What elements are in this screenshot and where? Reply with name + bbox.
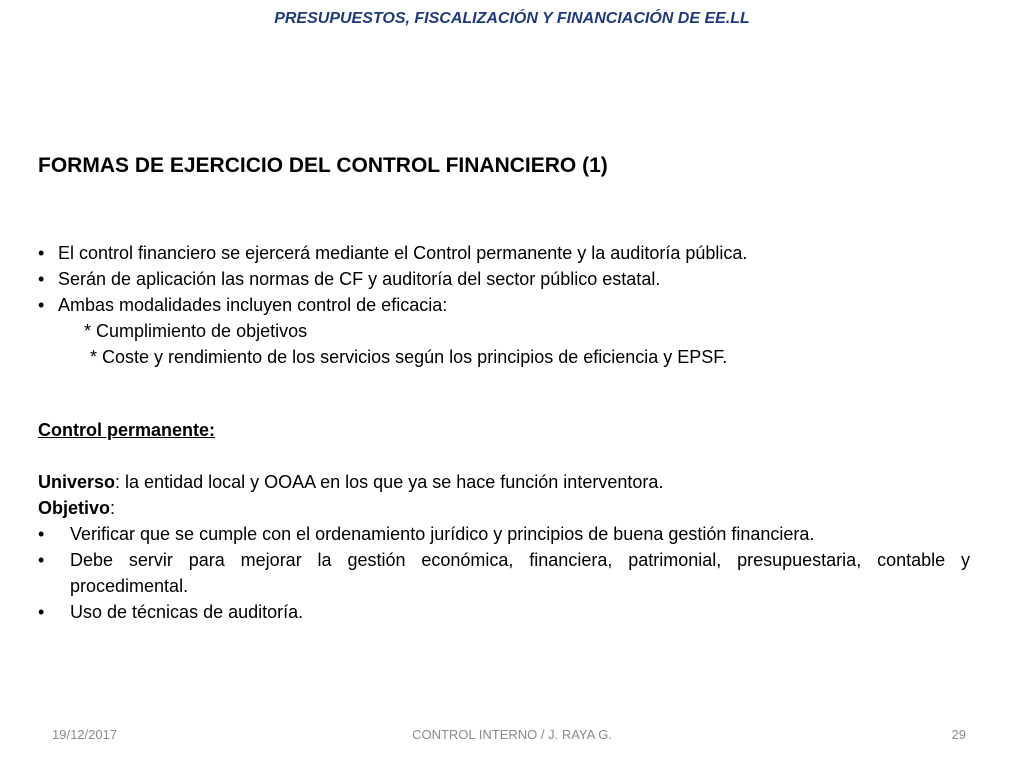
control-permanente-section — [38, 417, 970, 625]
objetivo-item-text: Verificar que se cumple con el ordenamiento jurídico y principios de buena gestión financiera. — [70, 524, 815, 544]
bullet-dot: • — [38, 550, 45, 570]
bullet-text: El control financiero se ejercerá mediante el Control permanente y la auditoría pública. — [58, 243, 748, 263]
bullet-text: Serán de aplicación las normas de CF y auditoría del sector público estatal. — [58, 269, 661, 289]
universo-label: Universo — [38, 472, 116, 492]
universo-text: : la entidad local y OOAA en los que ya se hace función interventora. — [115, 472, 664, 492]
objetivo-item-text: Debe servir para mejorar la gestión económica, financiera, patrimonial, presupuestaria, contable y procedimental. — [70, 550, 970, 596]
section-heading: Control permanente: — [38, 420, 216, 440]
bullet-dot: • — [38, 602, 45, 622]
footer-page-number: 29 — [951, 727, 966, 742]
bullet-dot: • — [38, 243, 45, 263]
objetivo-item-text: Uso de técnicas de auditoría. — [70, 602, 304, 622]
bullet-item — [38, 292, 978, 318]
bullet-item — [38, 240, 978, 266]
bullet-text: Ambas modalidades incluyen control de eficacia: — [58, 295, 448, 315]
intro-bullets — [38, 240, 978, 370]
bullet-dot: • — [38, 295, 45, 315]
objetivo-line — [38, 495, 970, 521]
universo-line — [38, 469, 970, 495]
bullet-dot: • — [38, 524, 45, 544]
objetivo-label: Objetivo — [38, 498, 111, 518]
objetivo-item — [38, 547, 970, 599]
objetivo-item — [38, 521, 970, 547]
objetivo-item — [38, 599, 970, 625]
objetivo-colon: : — [110, 498, 116, 518]
bullet-item — [38, 266, 978, 292]
slide-title: FORMAS DE EJERCICIO DEL CONTROL FINANCIERO (1) — [38, 154, 608, 177]
footer-center: CONTROL INTERNO / J. RAYA G. — [412, 727, 612, 742]
header-title: PRESUPUESTOS, FISCALIZACIÓN Y FINANCIACIÓN DE EE.LL — [274, 10, 750, 27]
sub-item: * Cumplimiento de objetivos — [84, 321, 308, 341]
bullet-dot: • — [38, 269, 45, 289]
sub-item: * Coste y rendimiento de los servicios según los principios de eficiencia y EPSF. — [90, 347, 728, 367]
footer-date: 19/12/2017 — [52, 727, 118, 742]
